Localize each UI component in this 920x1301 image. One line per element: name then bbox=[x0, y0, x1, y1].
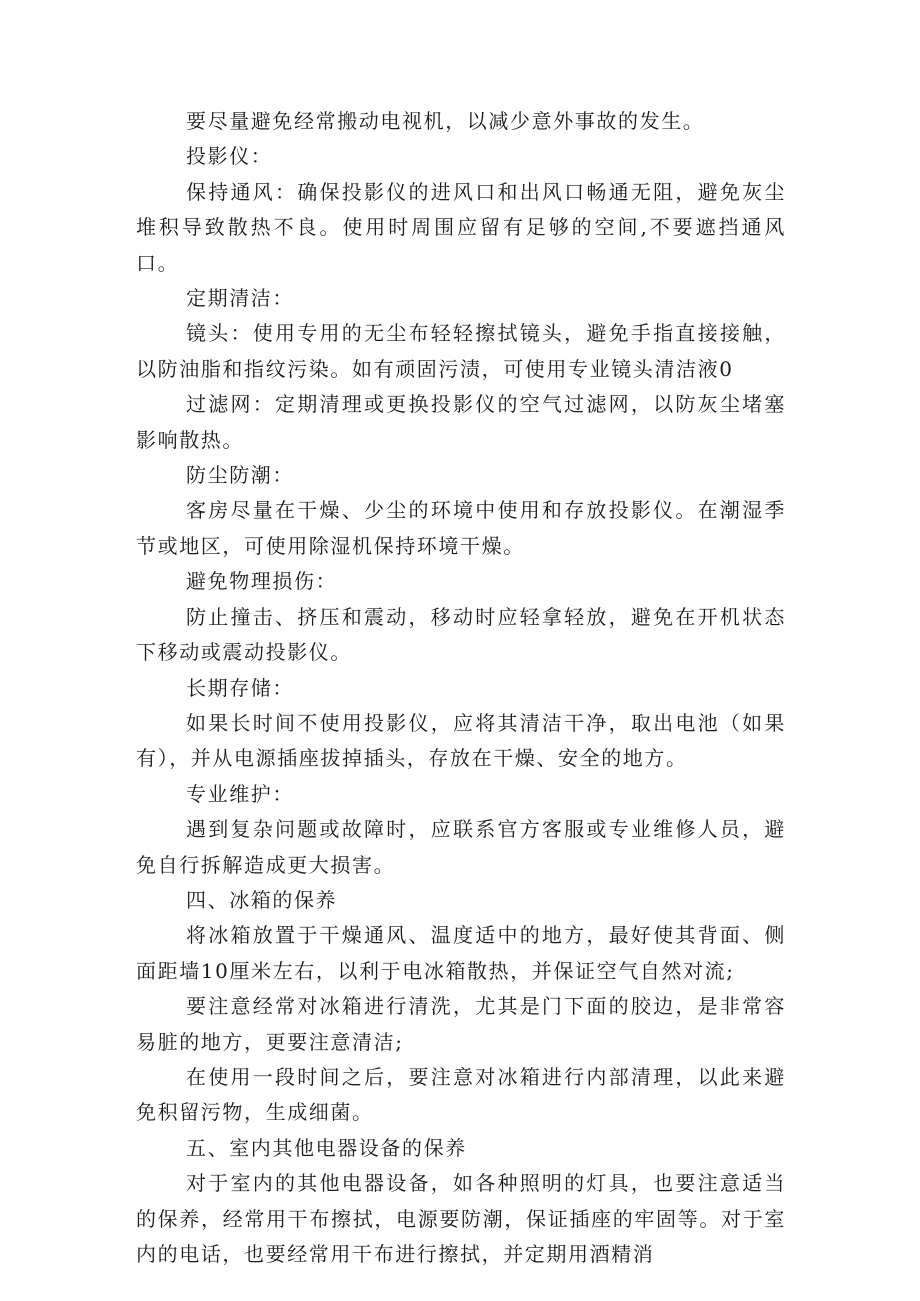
paragraph: 在使用一段时间之后，要注意对冰箱进行内部清理，以此来避免积留污物，生成细菌。 bbox=[136, 1064, 786, 1125]
paragraph: 保持通风：确保投影仪的进风口和出风口畅通无阻，避免灰尘堆积导致散热不良。使用时周围应留有足够的空间,不要遮挡通风口。 bbox=[136, 179, 786, 275]
paragraph: 如果长时间不使用投影仪，应将其清洁干净，取出电池（如果有），并从电源插座拔掉插头，存放在干燥、安全的地方。 bbox=[136, 710, 786, 771]
section-heading: 投影仪： bbox=[186, 144, 273, 169]
section-heading: 定期清洁： bbox=[186, 286, 294, 311]
paragraph: 要尽量避免经常搬动电视机，以减少意外事故的发生。 bbox=[186, 109, 705, 133]
section-heading: 长期存储： bbox=[186, 675, 294, 700]
paragraph: 对于室内的其他电器设备，如各种照明的灯具，也要注意适当的保养，经常用干布擦拭，电源要防潮，保证插座的牢固等。对于室内的电话，也要经常用干布进行擦拭，并定期用酒精消 bbox=[136, 1171, 786, 1266]
section-heading: 四、冰箱的保养 bbox=[186, 887, 338, 912]
paragraph: 遇到复杂问题或故障时，应联系官方客服或专业维修人员，避免自行拆解造成更大损害。 bbox=[136, 817, 786, 877]
document-body bbox=[136, 104, 786, 1272]
section-heading: 避免物理损伤： bbox=[186, 569, 338, 594]
section-heading: 五、室内其他电器设备的保养 bbox=[186, 1135, 467, 1160]
paragraph: 镜头：使用专用的无尘布轻轻擦拭镜头，避免手指直接接触，以防油脂和指纹污染。如有顽固污渍，可使用专业镜头清洁液0 bbox=[136, 321, 786, 381]
paragraph: 过滤网：定期清理或更换投影仪的空气过滤网，以防灰尘堵塞影响散热。 bbox=[136, 392, 786, 452]
section-heading: 防尘防潮： bbox=[186, 463, 294, 488]
paragraph: 将冰箱放置于干燥通风、温度适中的地方，最好使其背面、侧面距墙10厘米左右，以利于电冰箱散热，并保证空气自然对流; bbox=[136, 923, 786, 983]
paragraph: 防止撞击、挤压和震动，移动时应轻拿轻放，避免在开机状态下移动或震动投影仪。 bbox=[136, 604, 786, 665]
paragraph: 要注意经常对冰箱进行清洗，尤其是门下面的胶边，是非常容易脏的地方，更要注意清洁; bbox=[136, 994, 786, 1054]
section-heading: 专业维护： bbox=[186, 781, 294, 806]
paragraph: 客房尽量在干燥、少尘的环境中使用和存放投影仪。在潮湿季节或地区，可使用除湿机保持环境干燥。 bbox=[136, 498, 786, 558]
